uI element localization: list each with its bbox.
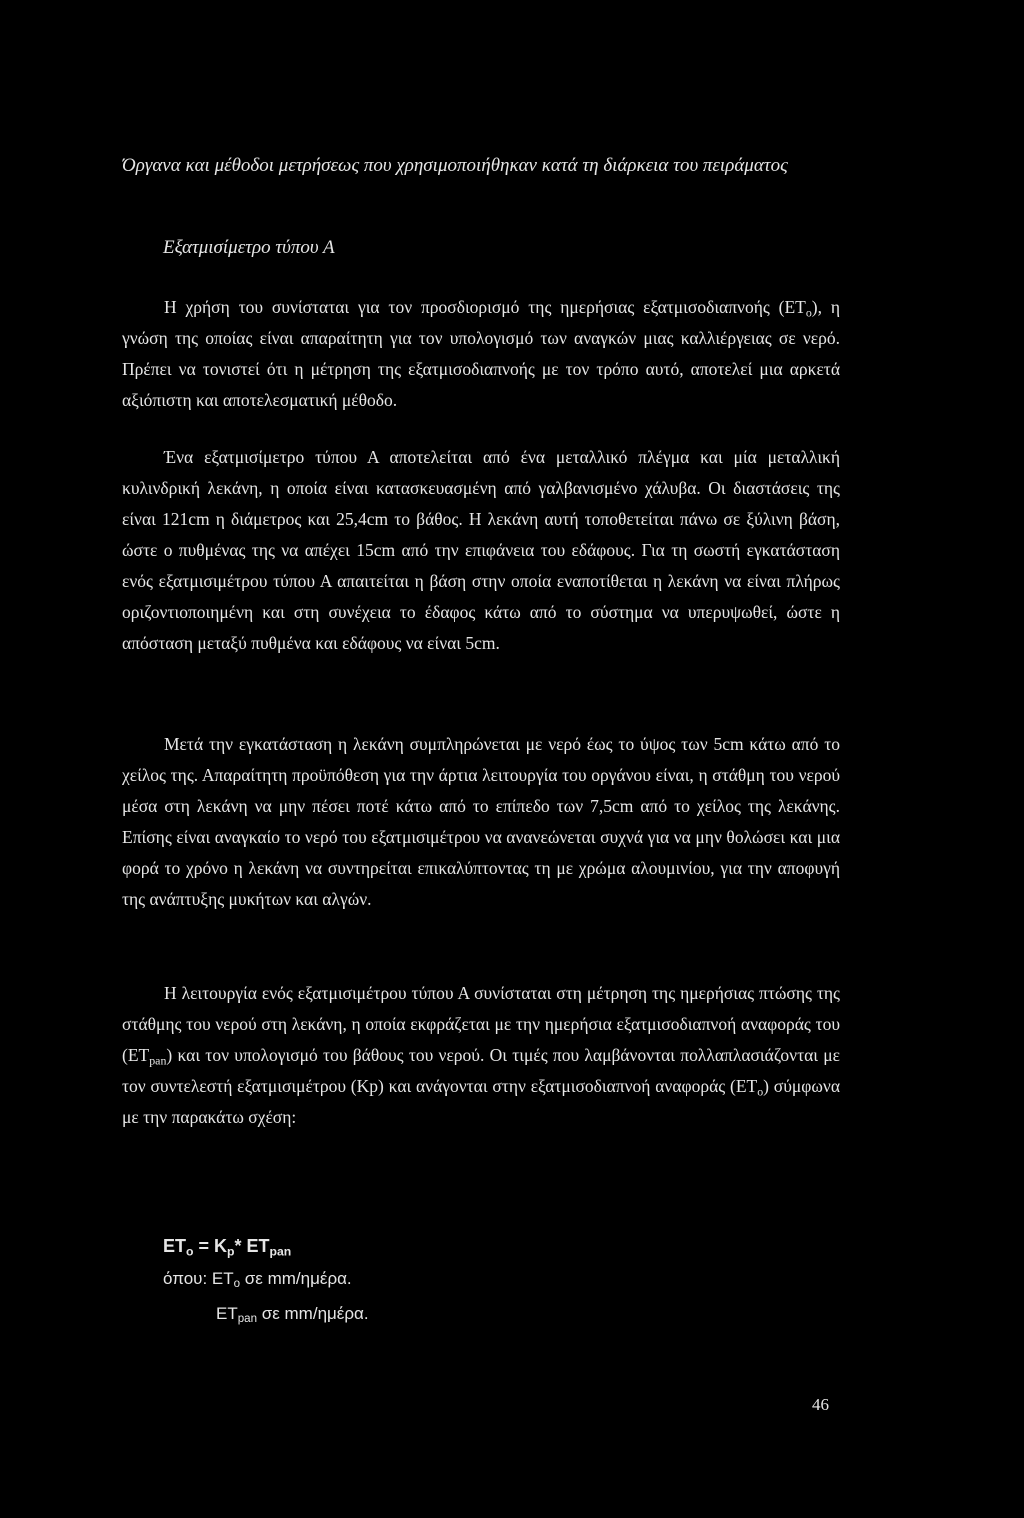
definition-eto: [163, 1269, 352, 1289]
section-subtitle: Εξατμισίμετρο τύπου Α: [163, 237, 335, 258]
section-title: Όργανα και μέθοδοι μετρήσεως που χρησιμοποιήθηκαν κατά τη διάρκεια του πειράματος: [122, 155, 788, 176]
paragraph-2: Ένα εξατμισίμετρο τύπου Α αποτελείται από ένα μεταλλικό πλέγμα και μία μεταλλική κυλινδρική λεκάνη, η οποία είναι κατασκευασμένη από γαλβανισμένο χάλυβα. Οι διαστάσεις της είναι 121cm η διάμετρος και 25,4cm το βάθος. Η λεκάνη αυτή τοποθετείται πάνω σε ξύλινη βάση, ώστε ο πυθμένας της να απέχει 15cm από την επιφάνεια του εδάφους. Για τη σωστή εγκατάσταση ενός εξατμισιμέτρου τύπου Α απαιτείται η βάση στην οποία εναποτίθεται η λεκάνη να είναι πλήρως οριζοντιοποιημένη και στη συνέχεια το έδαφος κάτω από το σύστημα να υπερυψωθεί, ώστε η απόσταση μεταξύ πυθμένα και εδάφους να είναι 5cm.: [122, 447, 840, 653]
definition-etpan: [216, 1304, 369, 1324]
p4-subscript-pan: pan: [149, 1053, 167, 1068]
equation-rhs: * ET: [234, 1236, 270, 1256]
definition-eto-subscript: o: [233, 1278, 241, 1291]
definition-etpan-label: ET: [216, 1304, 238, 1323]
p1-text-a: Η χρήση του συνίσταται για τον προσδιορισμό της ημερήσιας εξατμισοδιαπνοής (ET: [164, 297, 806, 317]
p4-subscript-o: o: [757, 1084, 764, 1099]
p1-subscript: o: [805, 305, 812, 320]
page-number: 46: [812, 1395, 829, 1414]
definition-etpan-unit: σε mm/ημέρα.: [257, 1304, 369, 1323]
definition-eto-unit: σε mm/ημέρα.: [240, 1269, 352, 1288]
equation: [163, 1236, 291, 1257]
paragraph-4: [122, 978, 840, 1133]
equation-k-subscript: p: [227, 1244, 235, 1259]
paragraph-3: Μετά την εγκατάσταση η λεκάνη συμπληρώνεται με νερό έως το ύψος των 5cm κάτω από το χείλος της. Απαραίτητη προϋπόθεση για την άρτια λειτουργία του οργάνου είναι, η στάθμη του νερού μέσα στη λεκάνη να μην πέσει ποτέ κάτω από το επίπεδο των 7,5cm από το χείλος της λεκάνης. Επίσης είναι αναγκαίο το νερό του εξατμισιμέτρου να ανανεώνεται συχνά για να μην θολώσει και μια φορά το χρόνο η λεκάνη να συντηρείται επικαλύπτοντας τη με χρώμα αλουμινίου, για την αποφυγή της ανάπτυξης μυκήτων και αλγών.: [122, 734, 840, 909]
p4-text-b: ) και τον υπολογισμό του βάθους του νερού. Οι τιμές που λαμβάνονται πολλαπλασιάζονται με τον συντελεστή εξατμισιμέτρου (Kp) και ανάγονται στην εξατμισοδιαπνοή αναφοράς (ET: [122, 1045, 840, 1096]
definition-eto-label: όπου: ET: [163, 1269, 234, 1288]
p4-text-a: Η λειτουργία ενός εξατμισιμέτρου τύπου Α συνίσταται στη μέτρηση της ημερήσιας πτώσης της στάθμης του νερού στη λεκάνη, η οποία εκφράζεται με την ημερήσια εξατμισοδιαπνοή αναφοράς του (ET: [122, 983, 840, 1065]
definition-etpan-subscript: pan: [237, 1313, 257, 1326]
p4-text-c: ) σύμφωνα με την παρακάτω σχέση:: [122, 1076, 840, 1127]
p1-text-b: ), η γνώση της οποίας είναι απαραίτητη για τον υπολογισμό των αναγκών μιας καλλιέργειας σε νερό. Πρέπει να τονιστεί ότι η μέτρηση της εξατμισοδιαπνοής με τον τρόπο αυτό, αποτελεί μια αρκετά αξιόπιστη και αποτελεσματική μέθοδο.: [122, 297, 840, 410]
equation-equals-k: = K: [193, 1236, 228, 1256]
equation-lhs-subscript: o: [186, 1244, 194, 1259]
equation-rhs-subscript: pan: [269, 1244, 292, 1259]
equation-lhs: ET: [163, 1236, 187, 1256]
paragraph-1: [122, 292, 840, 416]
